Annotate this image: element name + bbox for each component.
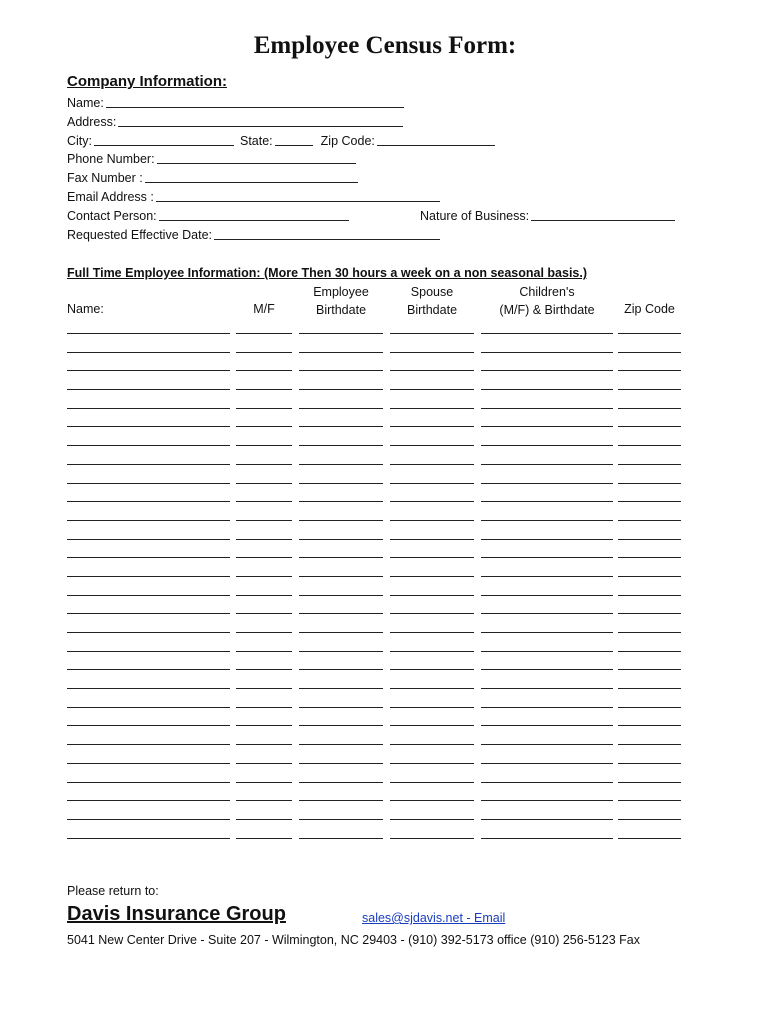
row-zip-blank[interactable] (618, 333, 681, 334)
row-children-blank[interactable] (481, 688, 613, 689)
row-employee-birthdate-blank[interactable] (299, 688, 383, 689)
contact-person-field (67, 209, 349, 223)
row-spouse-birthdate-blank[interactable] (390, 595, 474, 596)
row-mf-blank[interactable] (236, 800, 292, 801)
col-employee-birthdate-header (299, 283, 383, 319)
city-state-zip-field (67, 134, 495, 148)
row-name-blank[interactable] (67, 725, 230, 726)
row-mf-blank[interactable] (236, 688, 292, 689)
col-spouse-birthdate-header (390, 283, 474, 319)
row-children-blank[interactable] (481, 651, 613, 652)
nature-of-business-field (420, 209, 675, 223)
row-zip-blank[interactable] (618, 744, 681, 745)
row-name-blank[interactable] (67, 557, 230, 558)
row-spouse-birthdate-blank[interactable] (390, 501, 474, 502)
table-row (0, 389, 770, 408)
row-mf-blank[interactable] (236, 576, 292, 577)
row-name-blank[interactable] (67, 744, 230, 745)
col-zip-header: Zip Code (624, 302, 675, 316)
table-row (0, 333, 770, 352)
row-spouse-birthdate-blank[interactable] (390, 725, 474, 726)
row-zip-blank[interactable] (618, 370, 681, 371)
col-children-line1: Children's (519, 285, 575, 299)
row-zip-blank[interactable] (618, 782, 681, 783)
phone-label: Phone Number: (67, 152, 155, 166)
effective-date-input[interactable] (214, 228, 440, 240)
table-row (0, 464, 770, 483)
row-employee-birthdate-blank[interactable] (299, 333, 383, 334)
company-name-input[interactable] (106, 96, 404, 108)
table-row (0, 800, 770, 819)
row-employee-birthdate-blank[interactable] (299, 352, 383, 353)
row-children-blank[interactable] (481, 595, 613, 596)
row-mf-blank[interactable] (236, 370, 292, 371)
row-zip-blank[interactable] (618, 389, 681, 390)
row-children-blank[interactable] (481, 333, 613, 334)
row-employee-birthdate-blank[interactable] (299, 370, 383, 371)
row-name-blank[interactable] (67, 782, 230, 783)
row-mf-blank[interactable] (236, 782, 292, 783)
row-spouse-birthdate-blank[interactable] (390, 632, 474, 633)
row-spouse-birthdate-blank[interactable] (390, 782, 474, 783)
row-mf-blank[interactable] (236, 669, 292, 670)
col-employee-line2: Birthdate (315, 303, 367, 317)
col-employee-line1: Employee (313, 285, 369, 299)
row-employee-birthdate-blank[interactable] (299, 408, 383, 409)
row-zip-blank[interactable] (618, 613, 681, 614)
row-name-blank[interactable] (67, 838, 230, 839)
zip-input[interactable] (377, 134, 495, 146)
row-spouse-birthdate-blank[interactable] (390, 389, 474, 390)
row-spouse-birthdate-blank[interactable] (390, 333, 474, 334)
row-mf-blank[interactable] (236, 483, 292, 484)
row-employee-birthdate-blank[interactable] (299, 464, 383, 465)
col-children-header (481, 283, 613, 319)
row-mf-blank[interactable] (236, 707, 292, 708)
table-row (0, 595, 770, 614)
table-row (0, 426, 770, 445)
row-mf-blank[interactable] (236, 557, 292, 558)
row-children-blank[interactable] (481, 782, 613, 783)
row-name-blank[interactable] (67, 576, 230, 577)
col-mf-header: M/F (253, 302, 275, 316)
row-name-blank[interactable] (67, 333, 230, 334)
row-name-blank[interactable] (67, 800, 230, 801)
zip-label: Zip Code: (320, 134, 375, 148)
row-employee-birthdate-blank[interactable] (299, 763, 383, 764)
row-mf-blank[interactable] (236, 464, 292, 465)
row-children-blank[interactable] (481, 725, 613, 726)
row-children-blank[interactable] (481, 389, 613, 390)
row-mf-blank[interactable] (236, 651, 292, 652)
row-spouse-birthdate-blank[interactable] (390, 819, 474, 820)
row-employee-birthdate-blank[interactable] (299, 389, 383, 390)
row-children-blank[interactable] (481, 352, 613, 353)
row-name-blank[interactable] (67, 370, 230, 371)
contact-person-input[interactable] (159, 209, 349, 221)
row-zip-blank[interactable] (618, 632, 681, 633)
row-zip-blank[interactable] (618, 426, 681, 427)
table-row (0, 782, 770, 801)
form-title: Employee Census Form: (253, 32, 517, 59)
row-name-blank[interactable] (67, 595, 230, 596)
row-spouse-birthdate-blank[interactable] (390, 800, 474, 801)
row-name-blank[interactable] (67, 520, 230, 521)
row-employee-birthdate-blank[interactable] (299, 501, 383, 502)
row-name-blank[interactable] (67, 408, 230, 409)
row-children-blank[interactable] (481, 520, 613, 521)
row-mf-blank[interactable] (236, 838, 292, 839)
row-employee-birthdate-blank[interactable] (299, 483, 383, 484)
row-employee-birthdate-blank[interactable] (299, 838, 383, 839)
effective-date-label: Requested Effective Date: (67, 228, 212, 242)
row-children-blank[interactable] (481, 576, 613, 577)
nature-of-business-input[interactable] (531, 209, 675, 221)
row-name-blank[interactable] (67, 389, 230, 390)
row-zip-blank[interactable] (618, 408, 681, 409)
row-employee-birthdate-blank[interactable] (299, 557, 383, 558)
row-mf-blank[interactable] (236, 725, 292, 726)
row-spouse-birthdate-blank[interactable] (390, 557, 474, 558)
row-zip-blank[interactable] (618, 595, 681, 596)
table-row (0, 576, 770, 595)
row-children-blank[interactable] (481, 370, 613, 371)
row-children-blank[interactable] (481, 445, 613, 446)
row-zip-blank[interactable] (618, 445, 681, 446)
row-name-blank[interactable] (67, 445, 230, 446)
row-children-blank[interactable] (481, 669, 613, 670)
row-zip-blank[interactable] (618, 707, 681, 708)
row-children-blank[interactable] (481, 819, 613, 820)
row-spouse-birthdate-blank[interactable] (390, 520, 474, 521)
row-spouse-birthdate-blank[interactable] (390, 483, 474, 484)
row-mf-blank[interactable] (236, 595, 292, 596)
effective-date-field (67, 228, 440, 242)
row-children-blank[interactable] (481, 707, 613, 708)
table-row (0, 838, 770, 857)
row-children-blank[interactable] (481, 763, 613, 764)
row-employee-birthdate-blank[interactable] (299, 819, 383, 820)
row-employee-birthdate-blank[interactable] (299, 445, 383, 446)
row-name-blank[interactable] (67, 669, 230, 670)
row-zip-blank[interactable] (618, 520, 681, 521)
col-spouse-line2: Birthdate (406, 303, 458, 317)
row-mf-blank[interactable] (236, 389, 292, 390)
address-input[interactable] (118, 115, 403, 127)
phone-input[interactable] (157, 152, 356, 164)
col-name-header: Name: (67, 302, 104, 316)
city-input[interactable] (94, 134, 234, 146)
row-zip-blank[interactable] (618, 501, 681, 502)
row-children-blank[interactable] (481, 744, 613, 745)
table-row (0, 520, 770, 539)
row-name-blank[interactable] (67, 707, 230, 708)
row-spouse-birthdate-blank[interactable] (390, 539, 474, 540)
company-address: 5041 New Center Drive - Suite 207 - Wilmington, NC 29403 - (910) 392-5173 office (910) 256-5123 Fax (67, 933, 640, 947)
row-mf-blank[interactable] (236, 763, 292, 764)
row-name-blank[interactable] (67, 632, 230, 633)
table-row (0, 669, 770, 688)
email-label: Email Address : (67, 190, 154, 204)
company-name-label: Name: (67, 96, 104, 110)
row-spouse-birthdate-blank[interactable] (390, 669, 474, 670)
row-zip-blank[interactable] (618, 819, 681, 820)
row-employee-birthdate-blank[interactable] (299, 800, 383, 801)
state-label: State: (240, 134, 273, 148)
table-row (0, 819, 770, 838)
row-children-blank[interactable] (481, 464, 613, 465)
col-spouse-line1: Spouse (410, 285, 454, 299)
table-row (0, 539, 770, 558)
row-spouse-birthdate-blank[interactable] (390, 744, 474, 745)
row-spouse-birthdate-blank[interactable] (390, 408, 474, 409)
row-employee-birthdate-blank[interactable] (299, 539, 383, 540)
row-children-blank[interactable] (481, 501, 613, 502)
row-name-blank[interactable] (67, 352, 230, 353)
state-input[interactable] (275, 134, 313, 146)
fax-input[interactable] (145, 171, 358, 183)
row-zip-blank[interactable] (618, 557, 681, 558)
table-row (0, 557, 770, 576)
employee-rows (0, 333, 770, 856)
address-label: Address: (67, 115, 117, 129)
row-mf-blank[interactable] (236, 352, 292, 353)
row-zip-blank[interactable] (618, 651, 681, 652)
row-employee-birthdate-blank[interactable] (299, 520, 383, 521)
row-children-blank[interactable] (481, 426, 613, 427)
row-name-blank[interactable] (67, 763, 230, 764)
row-zip-blank[interactable] (618, 800, 681, 801)
row-children-blank[interactable] (481, 800, 613, 801)
row-employee-birthdate-blank[interactable] (299, 669, 383, 670)
row-employee-birthdate-blank[interactable] (299, 632, 383, 633)
table-row (0, 501, 770, 520)
table-row (0, 725, 770, 744)
row-employee-birthdate-blank[interactable] (299, 576, 383, 577)
row-zip-blank[interactable] (618, 539, 681, 540)
table-row (0, 688, 770, 707)
row-mf-blank[interactable] (236, 445, 292, 446)
table-row (0, 445, 770, 464)
row-employee-birthdate-blank[interactable] (299, 725, 383, 726)
row-mf-blank[interactable] (236, 501, 292, 502)
row-mf-blank[interactable] (236, 333, 292, 334)
email-input[interactable] (156, 190, 440, 202)
row-mf-blank[interactable] (236, 613, 292, 614)
row-name-blank[interactable] (67, 539, 230, 540)
row-zip-blank[interactable] (618, 763, 681, 764)
row-children-blank[interactable] (481, 557, 613, 558)
row-employee-birthdate-blank[interactable] (299, 613, 383, 614)
row-spouse-birthdate-blank[interactable] (390, 464, 474, 465)
employee-info-heading: Full Time Employee Information: (More Then 30 hours a week on a non seasonal basis.) (67, 266, 588, 280)
row-employee-birthdate-blank[interactable] (299, 744, 383, 745)
table-row (0, 613, 770, 632)
email-field (67, 190, 440, 204)
row-employee-birthdate-blank[interactable] (299, 595, 383, 596)
row-mf-blank[interactable] (236, 539, 292, 540)
row-spouse-birthdate-blank[interactable] (390, 352, 474, 353)
table-row (0, 632, 770, 651)
row-spouse-birthdate-blank[interactable] (390, 707, 474, 708)
fax-label: Fax Number : (67, 171, 143, 185)
row-children-blank[interactable] (481, 613, 613, 614)
company-name: Davis Insurance Group (67, 903, 286, 925)
row-spouse-birthdate-blank[interactable] (390, 445, 474, 446)
row-zip-blank[interactable] (618, 576, 681, 577)
col-children-line2: (M/F) & Birthdate (499, 303, 595, 317)
row-mf-blank[interactable] (236, 632, 292, 633)
phone-field (67, 152, 356, 166)
row-spouse-birthdate-blank[interactable] (390, 576, 474, 577)
row-spouse-birthdate-blank[interactable] (390, 763, 474, 764)
table-row (0, 352, 770, 371)
row-spouse-birthdate-blank[interactable] (390, 651, 474, 652)
row-employee-birthdate-blank[interactable] (299, 707, 383, 708)
row-spouse-birthdate-blank[interactable] (390, 613, 474, 614)
row-spouse-birthdate-blank[interactable] (390, 426, 474, 427)
contact-person-label: Contact Person: (67, 209, 157, 223)
row-employee-birthdate-blank[interactable] (299, 426, 383, 427)
company-name-field (67, 96, 404, 110)
table-row (0, 370, 770, 389)
row-children-blank[interactable] (481, 632, 613, 633)
fax-field (67, 171, 358, 185)
row-zip-blank[interactable] (618, 838, 681, 839)
row-zip-blank[interactable] (618, 669, 681, 670)
table-row (0, 744, 770, 763)
table-row (0, 408, 770, 427)
table-row (0, 483, 770, 502)
row-mf-blank[interactable] (236, 744, 292, 745)
row-children-blank[interactable] (481, 408, 613, 409)
row-employee-birthdate-blank[interactable] (299, 782, 383, 783)
city-label: City: (67, 134, 92, 148)
row-zip-blank[interactable] (618, 352, 681, 353)
row-mf-blank[interactable] (236, 426, 292, 427)
row-children-blank[interactable] (481, 539, 613, 540)
row-name-blank[interactable] (67, 501, 230, 502)
row-zip-blank[interactable] (618, 483, 681, 484)
email-link[interactable]: sales@sjdavis.net - Email (362, 911, 506, 925)
row-name-blank[interactable] (67, 483, 230, 484)
company-info-heading: Company Information: (67, 73, 227, 90)
row-name-blank[interactable] (67, 819, 230, 820)
row-name-blank[interactable] (67, 688, 230, 689)
row-name-blank[interactable] (67, 464, 230, 465)
row-spouse-birthdate-blank[interactable] (390, 688, 474, 689)
row-mf-blank[interactable] (236, 520, 292, 521)
row-children-blank[interactable] (481, 838, 613, 839)
nature-of-business-label: Nature of Business: (420, 209, 530, 223)
table-row (0, 763, 770, 782)
row-zip-blank[interactable] (618, 464, 681, 465)
address-field (67, 115, 403, 129)
row-employee-birthdate-blank[interactable] (299, 651, 383, 652)
row-spouse-birthdate-blank[interactable] (390, 838, 474, 839)
row-mf-blank[interactable] (236, 819, 292, 820)
row-mf-blank[interactable] (236, 408, 292, 409)
table-row (0, 651, 770, 670)
return-label: Please return to: (67, 884, 159, 898)
row-name-blank[interactable] (67, 613, 230, 614)
row-zip-blank[interactable] (618, 725, 681, 726)
row-name-blank[interactable] (67, 426, 230, 427)
row-children-blank[interactable] (481, 483, 613, 484)
row-name-blank[interactable] (67, 651, 230, 652)
table-row (0, 707, 770, 726)
row-zip-blank[interactable] (618, 688, 681, 689)
row-spouse-birthdate-blank[interactable] (390, 370, 474, 371)
